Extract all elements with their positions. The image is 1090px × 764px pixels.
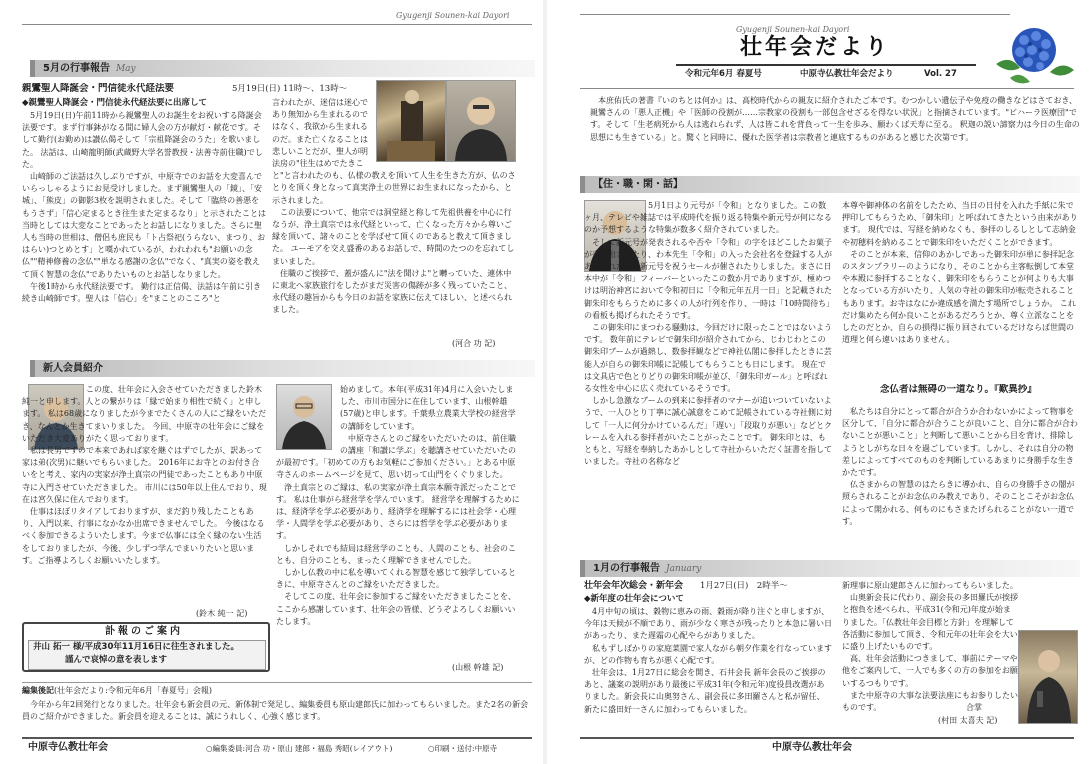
may-headline: 親鸞聖人降誕会・門信徒永代経法要: [22, 83, 175, 94]
right-page: [550, 0, 1090, 764]
footer-editors: ○編集委員:河合 功・原山 建郎・福島 秀昭(レイアウト): [206, 744, 393, 753]
may-title: 5月の行事報告: [43, 63, 110, 74]
title-rule: [676, 64, 976, 66]
january-date: 1月27日(日) 2時半〜: [700, 581, 788, 591]
editorial-heading: [22, 685, 532, 697]
yamane-text: 始めまして。本年(平成31年)4月に入会いたしました、市川市国分に在住しています、山根幹雄(57歳)と申します。千葉県立農業大学校の経営学の講師をしています。 中原寺さんとのご縁をいただいたのは、前住職の講座「和讃に学ぶ」を聴講させていただいたのが最初です。「初めての方もお気軽にご参加ください。」とある中原寺さんのホームページを見て、思い切って山門をくぐりました。 浄土真宗とのご縁は、私の実家が浄土真宗本願寺派だったことです。 私は仕事がら経営学を学んでいます。 経営学を理解するためには、経済学を学ぶ必要があり、経済学を理解するには社会学・心理学・人間学を学ぶ必要があり、さらには哲学を学ぶ必要があります。 しかしそれでも結局は経営学のことも、人間のことも、社会のことも、自分のことも、まったく理解できませんでした。 しかし仏教の中に私を導いてくれる智慧を感じて独学しているときに、中原寺さんとのご縁をいただきました。 そしてこの度、壮年会に参加するご縁をいただきましたことを、ここから感謝しています、壮年会の皆様、どうぞよろしくお願いいたします。: [276, 385, 520, 626]
may-column-1: 5月19日(日)午前11時から親鸞聖人のお誕生をお祝いする降誕会法要です。まず行事鉢がなる間に婦人会の方が献灯・献花です。そして勤行(お勤め)は讃仏偈そして「宗祖降誕会のうた」を歌いました。 法話は、山崎龍明師(武蔵野大学名誉教授・法善寺前住職)でした。 山崎師のご法話は久しぶりですが、中原寺でのお話を大変喜んでいらっしゃるようにお見受けしました。まず親鸞聖人の「鏡」、「安城」、「熊皮」の御影3枚を説明されました。そして「臨終の善悪をもうさず」「信心定まるとき往生また定まるなり」と示されたことは当時としては大変なことであったとお話しになりました。さらに聖人も当時の世相は、僧侶も庶民も「ト占祭祀(うらない、まつり、おはらい)つとめとす」と嘆かれているが、われわれも"お願いの念仏""精神修養の念仏""単なる感謝の念仏"でなく、"真実の姿を教えて頂く智慧の念仏"でありたいものとお話しなりました。 午後1時から永代経法要です。 勤行は正信偈、法話は午前に引き続き山崎師です。聖人は「信心」を"まことのこころ"と: [22, 111, 266, 304]
hydrangea-illustration: [990, 24, 1076, 86]
murata-photo: [1018, 630, 1078, 724]
january-col2: 新理事に原山建郎さんに加わってもらいました。 山奥新会長に代わり、副会長の多田羅氏が挨拶と抱負を述べられ、平成31(令和元)年度が始まりました。「仏教壮年会目標と方針」を理解して各活動に参加して頂き、令和元年の壮年会を大いに盛り上げたいものです。 高、壮年会活動につきまして、事前にテーマや他をご案内して、一人でも多くの方の参加をお願いするつもりです。 また中原寺の大事な法要法座にもお参りしたいものです。: [842, 581, 1018, 713]
january-section-header: [580, 560, 1080, 577]
right-header-italic: Gyugenji Sounen-kai Dayori: [736, 25, 850, 34]
obituary-line1: 井山 拓一 様/平成30年11月16日に往生されました。: [33, 642, 240, 652]
jushoku-col1: 5月1日より元号が「令和」となりました。この数ヶ月、テレビや雑誌では平成時代を振り返る特集や新元号が何になるのか予想するような特集が数多く紹介されていました。 そして新元号が発表されるや否や「令和」の字をほどこしたお菓子が売り出されたり、わ本先生「令和」の入った会社名を登録する人があらわれたり、新元号を祝うセールが催されたりしました。まさに日本中が「令和」フィーバーといったこの数か月でありますが、極めつけは明治神宮において令和初日に「令和元年五月一日」と記載された御朱印をもらうために多くの人が行列を作り、一時は「10時間待ち」の看板も掲げられたそうです。 この御朱印にまつわる騒動は、今回だけに限ったことではないようです。 数年前にテレビで御朱印が紹介されてから、じわじわとこの御朱印ブームが過熱し、数参拝観などで神社仏閣に参拝したときに芸能人が自らの御朱印帳に記帳してもらうことも日にします。 現在では文具店で色とりどりの御朱印帳が並び、「御朱印ガール」と呼ばれる女性を中心に広く売れているそうです。 しかし急激なブームの到来に参拝者のマナーが追いついていないようで、一人ひとり丁寧に誠心誠意をこめて記帳されている寺社側に対して「一人に何分かけているんだ」「遅い」「段取りが悪い」などとクレームを入れる参拝者がいたことがったことです。 御朱印とは、もともと、写経を奉納したあかしとして寺社からいただく証書を指していました。寺社の名称など: [584, 201, 832, 467]
obituary-box: [22, 622, 270, 672]
left-footer-org: 中原寺仏教壮年会: [28, 742, 108, 753]
editorial-sub: (壮年会だより:令和元年6月「春夏号」会報): [54, 686, 213, 695]
january-subhead: ◆新年度の壮年会について: [584, 594, 684, 604]
jushoku-title: 【住・職・閑・話】: [593, 179, 683, 190]
newmember-title: 新人会員紹介: [43, 363, 103, 374]
jushoku-section-header: [580, 176, 1080, 193]
january-headline: 壮年会年次総会・新年会: [584, 581, 684, 591]
may-author: (河合 功 記): [452, 339, 496, 348]
suzuki-text: この度、壮年会に入会させていただきました鈴木純一と申します。人との繋がりは「縁で始まり相性で続く」と申します。 私は68歳になりましたが今までたくさんの人にご縁をいただき、なんとか生きてまいりました。 今回、中原寺の壮年会にご縁をいただき大変ありがたく思っております。 私は長男ですので本来であれば家を継ぐはずでしたが、訳あって家は弟(次男)に継いでもらいました。 2016年にお寺とのお付き合いをと考え、家内の実家が浄土真宗の門徒であったこともあり中原寺に入門させていただきました。 市川には50年以上住んでおり、現在は宮久保に住んでおります。 仕事はほぼリタイアしておりますが、まだ釣り残したこともあり、入門以来、行事になかなか出席できませんでした。 今後はなるべく参加できるよういたします。今まで仏事には全く縁のない生活をしておりましたが、今後、少しずつ学んでまいりたいと思います。ご指導よろしくお願いいたします。: [22, 385, 267, 565]
editorial-rule: [22, 682, 532, 683]
yamane-text-wrap: [276, 384, 520, 659]
page-gutter: [543, 0, 547, 764]
editorial-title: 編集後記: [22, 686, 54, 695]
january-author: (村田 太喜夫 記): [938, 716, 998, 725]
right-header-rule: [580, 14, 1010, 15]
left-page: [0, 0, 540, 764]
january-title-en: January: [665, 564, 702, 574]
may-column-2: [272, 97, 518, 337]
jushoku-col3: 私たちは自分にとって都合が合うか合わないかによって物事を区分して、「自分に都合が合うことが良いこと、自分に都合が合わないことが悪いこと」と判断して悪いことから目を背け、排除しようとしがちな日々を過ごしています。しかし、それは自分の物差しによってすべてのものを判断しているあまりに身勝手な生きかたです。 仏さまからの智慧のはたらきに導かれ、自らの身勝手さの闇が照らされることがお念仏のみ教えであり、そのことこそがお念仏によって開かれる、何ものにもさまたげられることがない一道です。: [842, 407, 1078, 526]
obituary-line2: 謹んで哀悼の意を表します: [65, 655, 168, 665]
right-footer-rule: [580, 737, 1074, 739]
vol-label: Vol. 27: [924, 69, 957, 79]
intro-rule: [580, 88, 1074, 89]
left-header-rule: [22, 24, 532, 25]
left-footer-rule: [22, 737, 532, 739]
january-gassho: 合掌: [966, 703, 982, 712]
may-title-en: May: [115, 64, 136, 74]
hydrangea-icon: [990, 24, 1076, 86]
obituary-title: 訃報のご案内: [105, 626, 183, 637]
newsletter-title: 壮年会だより: [739, 35, 890, 60]
obituary-body: [28, 640, 266, 670]
suzuki-author: (鈴木 純一 記): [196, 609, 248, 618]
jushoku-bold-quote: 念仏者は無碍の一道なり。『歎異抄』: [880, 384, 1037, 395]
issue-label: 令和元年6月 春夏号: [685, 69, 762, 79]
may-date: 5月19日(日) 11時〜、13時〜: [232, 84, 348, 94]
newmember-section-header: [30, 360, 535, 377]
yamane-author: (山根 幹雄 記): [452, 663, 504, 672]
footer-publisher: ○印刷・送付:中原寺: [428, 744, 498, 753]
may-column-2-text: 言われたが、迷信は迷心であり無知から生まれるのではなく、我欲から生まれるのだ。また亡くなることは悲しいことだが、聖人が明法房の"往生はめでたきこと"と言われたのも、仏様の教えを頂いて人生を生きた方が、仏のさとりを頂く身となって真実浄土の世界にお生まれになったから、と示されました。 この法要について、他宗では洞堂経と称して先祖供養を中心に行なうが、浄土真宗では永代経といって、亡くなった方々から尊いご縁を頂いて、諸々のことを学ばせて頂くのであると教えて頂きました。 ユーモアを交え盛番のあるお話しで、時間のたつのを忘れてしまいました。 住職のご挨拶で、蓋が盛んに"法を聞けよ"と囀っていた、連休中に東北へ家族旅行をしたがまだ災害の傷跡が多く残っていたこと、永代経の趣旨からも今日のお話を家族に伝えてほしい、と述べられました。: [272, 98, 516, 315]
publisher-label: 中原寺仏教壮年会だより: [800, 69, 894, 79]
jushoku-col2: 本尊や御神体の名前をしたため、当日の日付を入れた手紙に朱で押印してもらうため、「御朱印」と呼ばれてきたという由来があります。 現代では、写経を納めなくも、参拝のしるしとして志納金や初穂料を納めることで御朱印をいただくことができます。 そのことが本来、信仰のあかしであった御朱印が単に参拝記念のスタンプラリーのようになり、そのことから主客転倒して本堂や本殿に参拝することなく、御朱印をもらうことが何よりも大事となっている方がいたり、人気の寺社の御朱印が転売されることもあります。お寺はなにか違成感を満たす場所でしょうか。 これだけ集めたら何か良いことがあるだろうとか、尊く立派なことをしたのだとか、自らの損得に振り回されているだけならば世間の道理と何ら違いはありません。: [842, 201, 1078, 345]
editorial-text: 今年から年2回発行となりました。壮年会も新会員の元、新体制で発足し、編集委員も原山建郎氏に加わってもらいました。また2名の新会員のご紹介ができました。新会員を迎えることは、誠にうれしく、心強く感じます。: [22, 700, 529, 722]
january-col1: 4月中旬の頃は、穀物に恵みの雨、穀雨が降り注ぐと申しますが、今年は天候が不順であり、雨が少なく寒さが残ったりと本急に暑い日があったり、また遅霜の心配やらがありました。 私もずしばかりの家庭菜園で家人ながら朝夕作業を行なっていますが、どの作物も育ちが悪く心配です。 壮年会は、1月27日に総会を開き、石井会長 新年会長のご挨拶のあと、議案の説明があり最後に平成31年(令和元年)度役員改選がありました。新会長に山奥努さん、副会長に多田羅さんと私が留任、新たに盛田好一さんに加わってもらいました。: [584, 607, 832, 714]
left-header-italic: Gyugenji Sounen-kai Dayori: [396, 11, 510, 20]
intro-text: 本庶佑氏の著書『いのちとは何か』は、高校時代からの親友に紹介されたご本です。むつかしい遺伝子や免疫の働きなどはさておき、親鸞さんの「悪人正機」や「医師の役割が……宗教家の役割も一部包含せざるを得ない状況」と指摘されています。"ビハーラ医療団"です。そして「生老病死から人は逃れられず、人は皆これを背負って一生を歩み、願わくば天寿に至る。 釈迦の説い諦察力は今日の生命の思想にも生きている」と。驚くと同時に、優れた医学者は宗教者と連底するものがあると感じた次第です。: [590, 96, 1080, 142]
may-subhead: ◆親鸞聖人降誕会・門信徒永代経法要に出席して: [22, 98, 208, 108]
january-title: 1月の行事報告: [593, 563, 660, 574]
right-footer-org: 中原寺仏教壮年会: [772, 742, 852, 753]
may-section-header: [30, 60, 535, 77]
